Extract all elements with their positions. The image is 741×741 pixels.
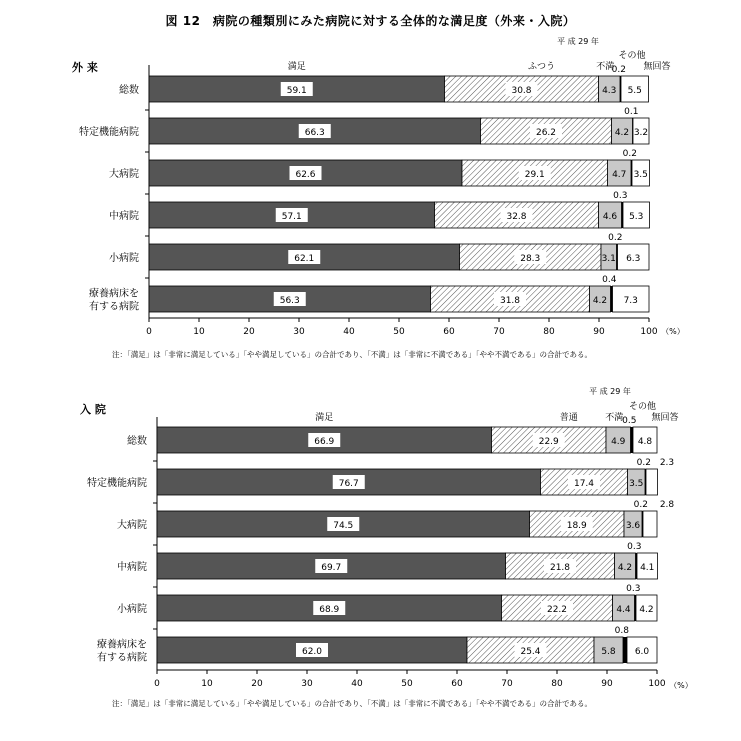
data-label: 62.1 (294, 254, 315, 264)
category-label: 中病院 (109, 211, 139, 222)
data-label: 0.2 (636, 458, 651, 468)
data-label: 0.5 (622, 416, 637, 426)
data-label: 3.1 (601, 254, 616, 264)
x-tick-label: 60 (443, 327, 455, 337)
category-label: 大病院 (117, 520, 147, 531)
figure-title: 図 12 病院の種類別にみた病院に対する全体的な満足度（外来・入院） (165, 14, 576, 28)
section-label: 外 来 (72, 61, 98, 74)
category-label: 特定機能病院 (79, 127, 139, 138)
data-label: 56.3 (279, 296, 300, 306)
x-tick-label: 50 (401, 679, 413, 689)
data-label: 59.1 (286, 86, 307, 96)
data-label: 0.8 (614, 626, 629, 636)
data-label: 4.1 (640, 563, 655, 573)
category-label: 総数 (127, 436, 147, 447)
data-label: 21.8 (549, 563, 571, 573)
data-label: 0.2 (622, 149, 637, 159)
data-label: 4.2 (592, 296, 608, 306)
data-label: 74.5 (333, 521, 354, 531)
x-tick-label: 30 (293, 327, 305, 337)
legend-label: その他 (618, 51, 646, 61)
footnote: 注：「満足」は「非常に満足している」「やや満足している」の合計であり、「不満」は「非常に不満である」「やや不満である」の合計である。 (112, 350, 592, 359)
data-label: 68.9 (319, 605, 340, 615)
x-tick-label: 10 (193, 327, 205, 337)
footnote: 注：「満足」は「非常に満足している」「やや満足している」の合計であり、「不満」は「非常に不満である」「やや不満である」の合計である。 (112, 699, 592, 708)
legend-label: 無回答 (651, 413, 679, 423)
data-label: 0.4 (602, 275, 617, 285)
x-tick-label: 70 (493, 327, 505, 337)
unit-label: （%） (669, 681, 693, 690)
x-tick-label: 100 (648, 679, 666, 689)
x-tick-label: 40 (343, 327, 355, 337)
data-label: 32.8 (506, 212, 527, 222)
data-label: 4.4 (616, 605, 631, 615)
data-label: 6.0 (634, 647, 650, 657)
data-label: 4.8 (637, 437, 653, 447)
data-label: 0.2 (633, 500, 648, 510)
data-label: 29.1 (524, 170, 545, 180)
x-tick-label: 70 (501, 679, 513, 689)
data-label: 4.3 (602, 86, 617, 96)
data-label: 66.9 (314, 437, 335, 447)
data-label: 22.2 (546, 605, 568, 615)
x-tick-label: 40 (351, 679, 363, 689)
legend-label: 不満 (596, 62, 615, 72)
bar-segment (643, 511, 657, 537)
data-label: 0.3 (613, 191, 628, 201)
data-label: 3.6 (625, 521, 641, 531)
legend-label: 不満 (605, 413, 624, 423)
data-label: 2.8 (659, 500, 675, 510)
x-tick-label: 20 (251, 679, 263, 689)
year-label: 平 成 29 年 (589, 387, 631, 396)
data-label: 2.3 (659, 458, 675, 468)
legend-label: ふつう (527, 62, 556, 72)
category-label: 有する病院 (97, 652, 147, 664)
data-label: 22.9 (538, 437, 559, 447)
data-label: 3.5 (629, 479, 644, 489)
data-label: 62.0 (301, 647, 323, 657)
data-label: 76.7 (338, 479, 359, 489)
x-tick-label: 10 (201, 679, 213, 689)
legend-label: 無回答 (643, 62, 671, 72)
data-label: 28.3 (520, 254, 541, 264)
category-label: 中病院 (117, 562, 147, 573)
data-label: 7.3 (623, 296, 638, 306)
legend-label: 満足 (315, 413, 334, 423)
bar-segment (623, 637, 627, 663)
category-label: 小病院 (109, 253, 139, 264)
x-tick-label: 0 (146, 327, 152, 337)
data-label: 31.8 (499, 296, 521, 306)
section-label: 入 院 (80, 403, 106, 416)
data-label: 4.7 (612, 170, 627, 180)
data-label: 66.3 (304, 128, 325, 138)
data-label: 5.3 (629, 212, 644, 222)
data-label: 6.3 (626, 254, 641, 264)
data-label: 0.3 (627, 542, 642, 552)
x-tick-label: 80 (543, 327, 555, 337)
data-label: 0.3 (626, 584, 641, 594)
data-label: 5.5 (627, 86, 642, 96)
legend-label: 満足 (287, 62, 306, 72)
data-label: 26.2 (535, 128, 557, 138)
data-label: 0.2 (608, 233, 623, 243)
x-tick-label: 0 (154, 679, 160, 689)
data-label: 4.9 (611, 437, 626, 447)
data-label: 0.2 (611, 65, 626, 75)
legend-label: 普通 (559, 413, 578, 423)
x-tick-label: 20 (243, 327, 255, 337)
unit-label: （%） (661, 327, 685, 336)
category-label: 療養病床を (97, 639, 147, 651)
bar-segment (646, 469, 658, 495)
data-label: 69.7 (321, 563, 342, 573)
x-tick-label: 90 (593, 327, 605, 337)
category-label: 小病院 (117, 604, 147, 615)
category-label: 総数 (119, 85, 139, 96)
data-label: 17.4 (573, 479, 595, 489)
category-label: 大病院 (109, 169, 139, 180)
data-label: 25.4 (520, 647, 541, 657)
legend-label: その他 (628, 402, 657, 412)
x-tick-label: 90 (601, 679, 613, 689)
data-label: 3.5 (633, 170, 648, 180)
data-label: 4.2 (639, 605, 654, 615)
category-label: 療養病床を (89, 288, 139, 300)
x-tick-label: 80 (551, 679, 563, 689)
data-label: 62.6 (295, 170, 316, 180)
data-label: 4.2 (617, 563, 633, 573)
x-tick-label: 100 (640, 327, 658, 337)
data-label: 57.1 (281, 212, 302, 222)
x-tick-label: 60 (451, 679, 463, 689)
x-tick-label: 30 (301, 679, 313, 689)
data-label: 4.6 (602, 212, 618, 222)
x-tick-label: 50 (393, 327, 405, 337)
data-label: 30.8 (511, 86, 532, 96)
year-label: 平 成 29 年 (557, 37, 599, 46)
data-label: 3.2 (633, 128, 649, 138)
data-label: 5.8 (601, 647, 616, 657)
data-label: 0.1 (624, 107, 639, 117)
data-label: 18.9 (566, 521, 587, 531)
category-label: 特定機能病院 (87, 478, 147, 489)
data-label: 4.2 (614, 128, 630, 138)
category-label: 有する病院 (89, 301, 139, 313)
